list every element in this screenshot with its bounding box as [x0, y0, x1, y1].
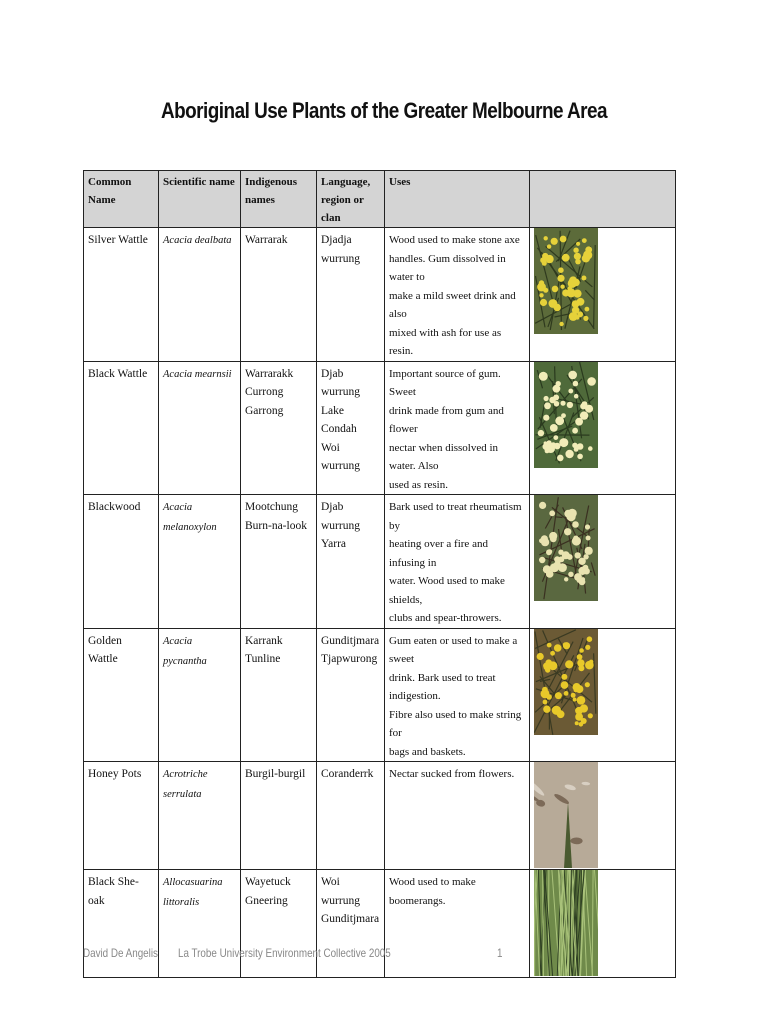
- cell-uses: Wood used to make stone axe handles. Gum dissolved in water to make a mild sweet drink and also mixed with ash for use as resin.: [385, 228, 530, 362]
- header-language: Language, region or clan: [317, 171, 385, 228]
- cell-scientific-name: Acacia dealbata: [159, 228, 241, 362]
- cell-language: Djab wurrung Lake Condah Woi wurrung: [317, 361, 385, 495]
- table-row: [84, 361, 676, 495]
- cell-indigenous-names: Karrank Tunline: [241, 628, 317, 762]
- cell-uses: Wood used to make boomerangs.: [385, 870, 530, 978]
- cell-scientific-name: Acacia pycnantha: [159, 628, 241, 762]
- cell-language: Djab wurrung Yarra: [317, 495, 385, 629]
- header-scientific-name: Scientific name: [159, 171, 241, 228]
- cell-uses: Bark used to treat rheumatism by heating over a fire and infusing in water. Wood used to make shields, clubs and spear-throwers.: [385, 495, 530, 629]
- cell-indigenous-names: Warrarak: [241, 228, 317, 362]
- plants-table: [83, 170, 676, 978]
- cell-common-name: Honey Pots: [84, 762, 159, 870]
- table-row: [84, 495, 676, 629]
- cell-common-name: Black She-oak: [84, 870, 159, 978]
- cell-common-name: Golden Wattle: [84, 628, 159, 762]
- cell-language: Coranderrk: [317, 762, 385, 870]
- cell-language: Woi wurrung Gunditjmara: [317, 870, 385, 978]
- header-indigenous-names: Indigenous names: [241, 171, 317, 228]
- cell-indigenous-names: Burgil-burgil: [241, 762, 317, 870]
- cell-scientific-name: Allocasuarina littoralis: [159, 870, 241, 978]
- cell-common-name: Blackwood: [84, 495, 159, 629]
- cell-uses: Gum eaten or used to make a sweet drink. Bark used to treat indigestion. Fibre also used to make string for bags and baskets.: [385, 628, 530, 762]
- cell-plant-photo: [530, 628, 676, 762]
- plant-photo: [534, 762, 598, 868]
- footer-organisation: La Trobe University Environment Collective 2005: [178, 946, 391, 960]
- cell-indigenous-names: Warrarakk Currong Garrong: [241, 361, 317, 495]
- cell-scientific-name: Acrotriche serrulata: [159, 762, 241, 870]
- plant-photo: [534, 870, 598, 976]
- header-common-name: Common Name: [84, 171, 159, 228]
- header-image: [530, 171, 676, 228]
- plant-photo: [534, 228, 598, 334]
- plant-photo: [534, 629, 598, 735]
- plant-photo: [534, 495, 598, 601]
- cell-scientific-name: Acacia melanoxylon: [159, 495, 241, 629]
- plant-photo: [534, 362, 598, 468]
- cell-language: Djadja wurrung: [317, 228, 385, 362]
- cell-uses: Important source of gum. Sweet drink made from gum and flower nectar when dissolved in water. Also used as resin.: [385, 361, 530, 495]
- table-row: [84, 762, 676, 870]
- cell-plant-photo: [530, 361, 676, 495]
- header-uses: Uses: [385, 171, 530, 228]
- table-row: [84, 628, 676, 762]
- cell-plant-photo: [530, 762, 676, 870]
- table-row: [84, 228, 676, 362]
- cell-indigenous-names: Wayetuck Gneering: [241, 870, 317, 978]
- cell-common-name: Silver Wattle: [84, 228, 159, 362]
- cell-plant-photo: [530, 228, 676, 362]
- cell-plant-photo: [530, 870, 676, 978]
- table-row: [84, 870, 676, 978]
- cell-language: Gunditjmara Tjapwurong: [317, 628, 385, 762]
- footer-page-number: 1: [497, 946, 503, 960]
- cell-uses: Nectar sucked from flowers.: [385, 762, 530, 870]
- cell-scientific-name: Acacia mearnsii: [159, 361, 241, 495]
- page-title: Aboriginal Use Plants of the Greater Melbourne Area: [160, 98, 608, 123]
- footer-author: David De Angelis: [83, 946, 158, 960]
- cell-plant-photo: [530, 495, 676, 629]
- cell-indigenous-names: Mootchung Burn-na-look: [241, 495, 317, 629]
- table-header-row: [84, 171, 676, 228]
- cell-common-name: Black Wattle: [84, 361, 159, 495]
